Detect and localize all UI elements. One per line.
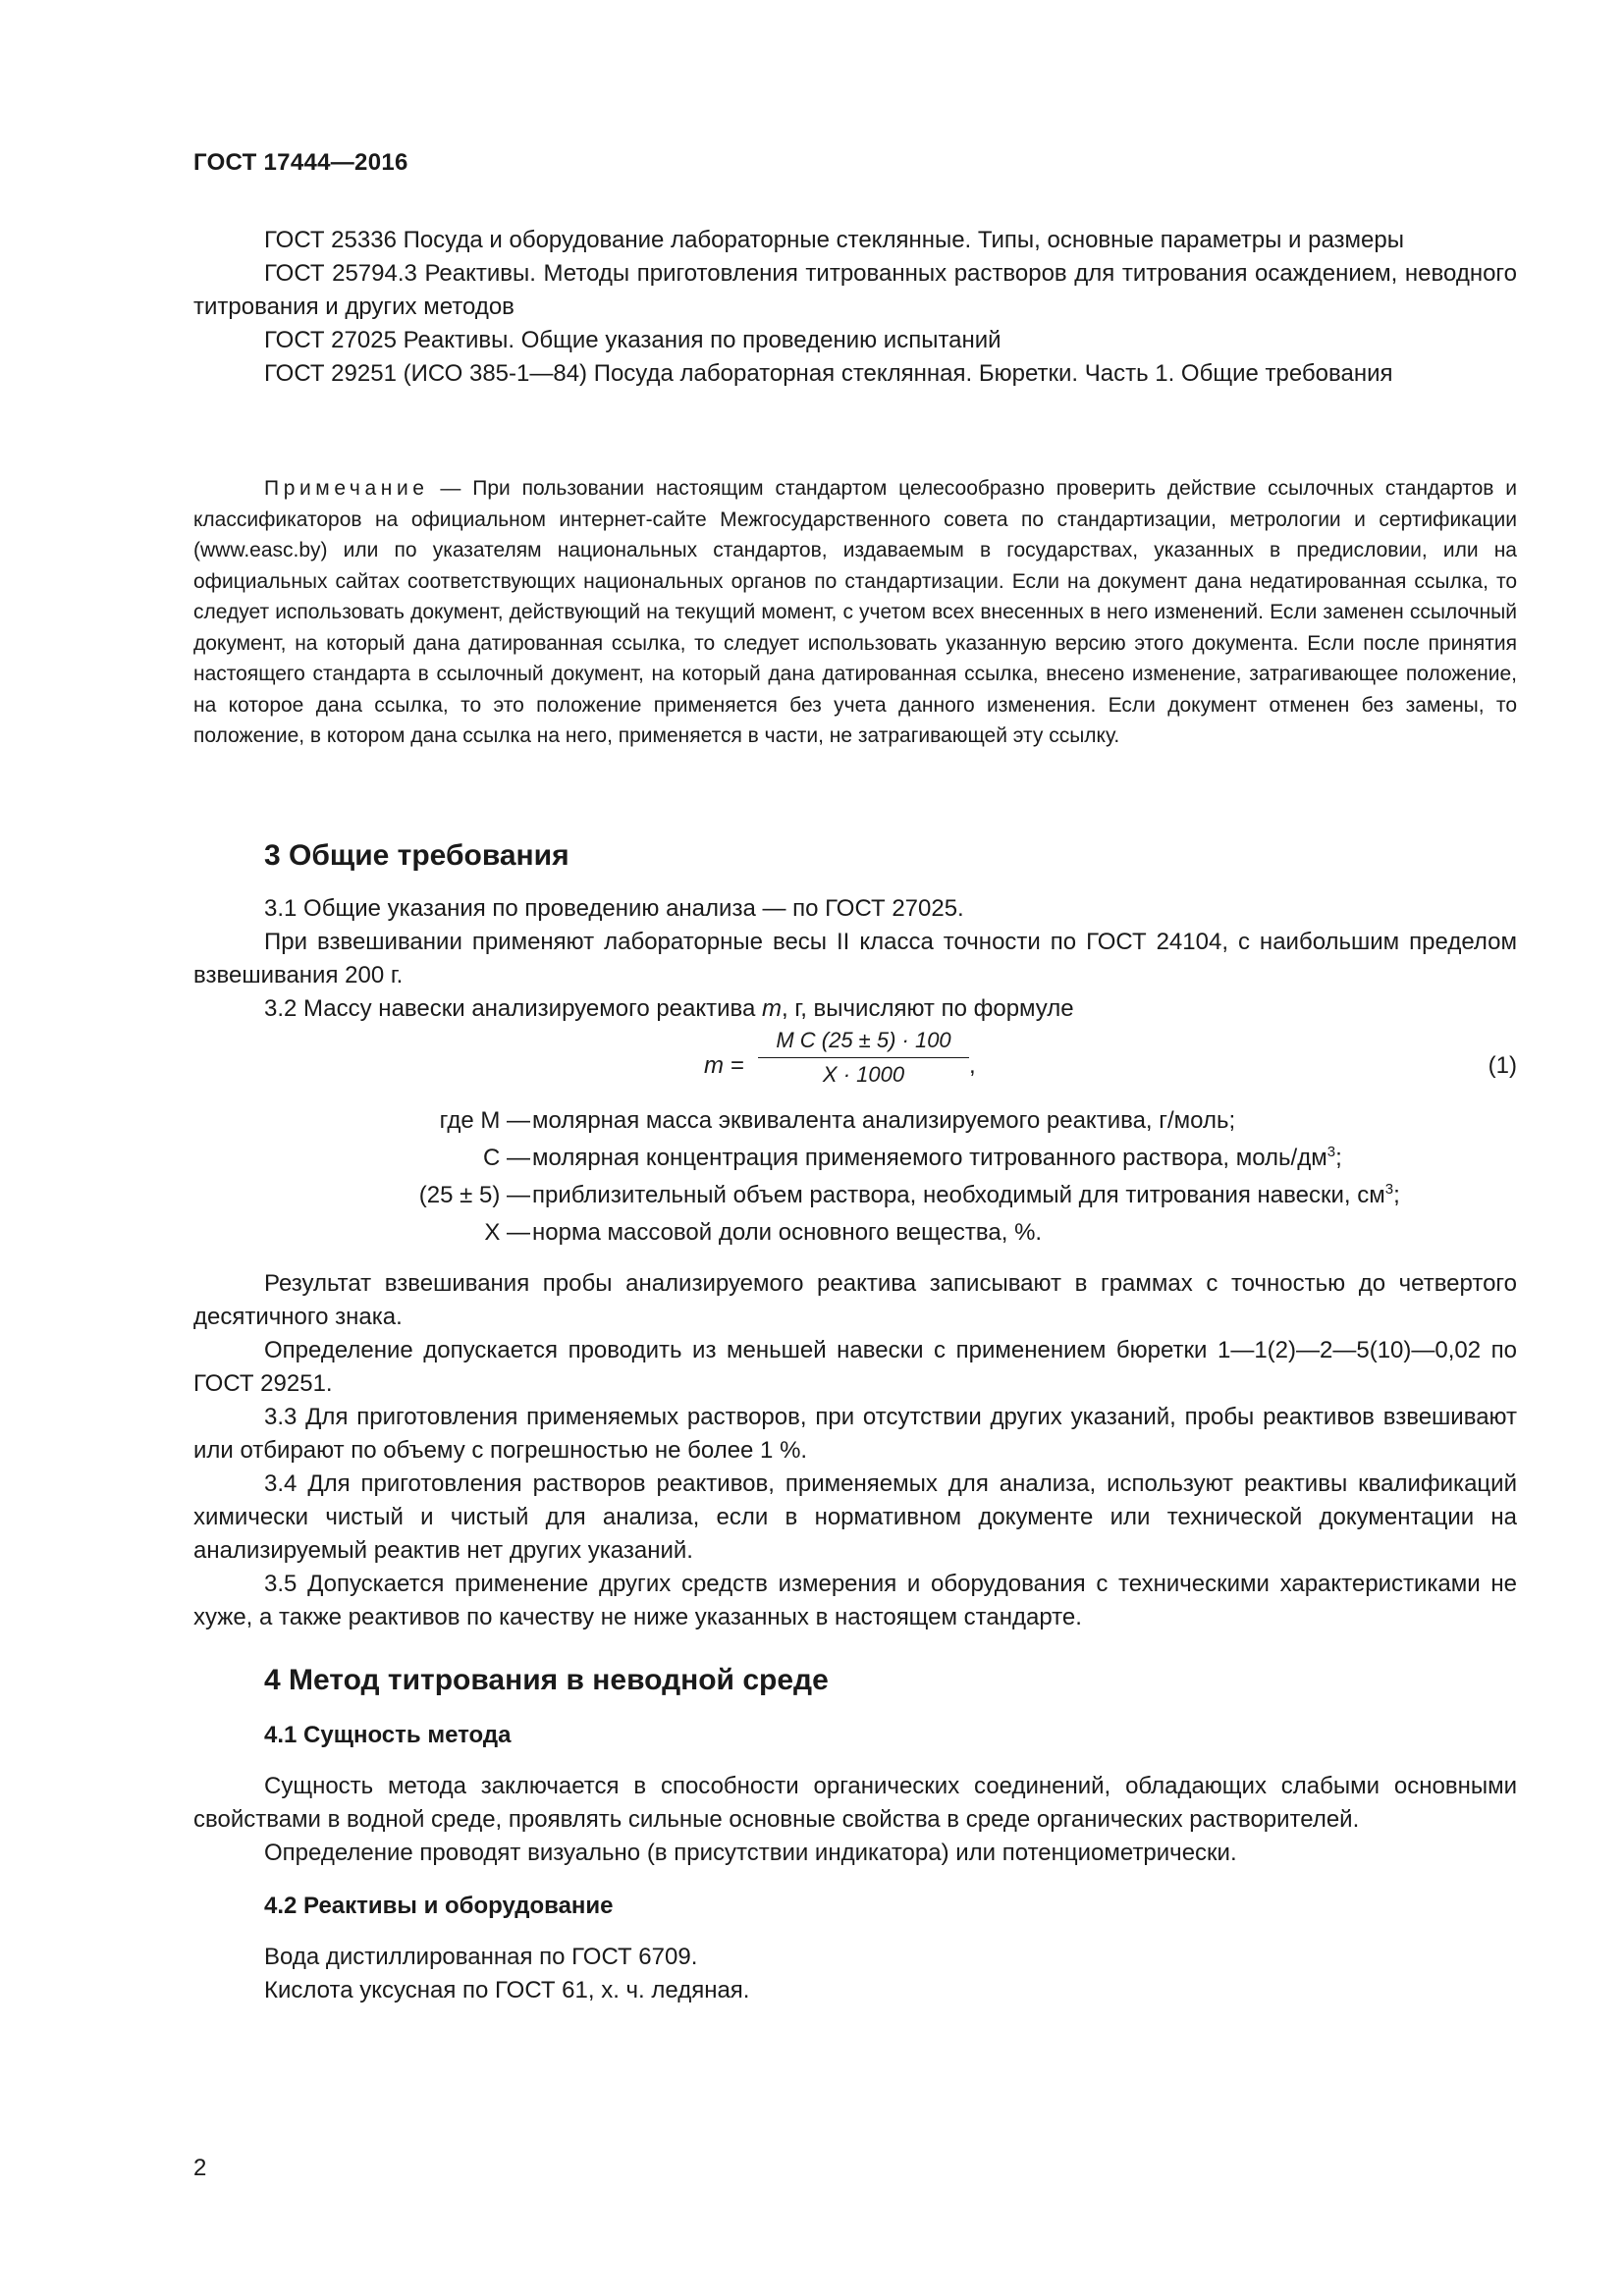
where-item [193, 1179, 1517, 1216]
where-item [193, 1104, 1517, 1142]
reference-item: ГОСТ 25794.3 Реактивы. Методы приготовления титрованных растворов для титрования осаждением, неводного титрования и других методов [193, 260, 1517, 320]
paragraph-smaller-sample: Определение допускается проводить из меньшей навески с применением бюретки 1—1(2)—2—5(10)—0,02 по ГОСТ 29251. [193, 1337, 1517, 1397]
fraction-bar [758, 1057, 969, 1058]
where-text: молярная масса эквивалента анализируемого реактива, г/моль; [532, 1107, 1236, 1134]
section-4-title: 4 Метод титрования в неводной среде [264, 1664, 829, 1696]
formula-number: (1) [1488, 1052, 1517, 1079]
reagent-item: Вода дистиллированная по ГОСТ 6709. [264, 1944, 698, 1970]
page-number: 2 [193, 2155, 207, 2181]
note-text: — При пользовании настоящим стандартом целесообразно проверить действие ссылочных стандартов и классификаторов на официальном интернет-сайте Межгосударственного совета по стандартизации, метрологии и сертификации (www.easc.by) или по указателям национальных стандартов, издаваемым в государствах, указанных в предисловии, или на официальных сайтах соответствующих национальных органов по стандартизации. Если на документ дана недатированная ссылка, то следует использовать документ, действующий на текущий момент, с учетом всех внесенных в него изменений. Если заменен ссылочный документ, на который дана датированная ссылка, то следует использовать указанную версию этого документа. Если после принятия настоящего стандарта в ссылочный документ, на который дана датированная ссылка, внесено изменение, затрагивающее положение, на которое дана ссылка, то это положение применяется без учета данного изменения. Если документ отменен без замены, то положение, в котором дана ссылка на него, применяется в части, не затрагивающей эту ссылку. [193, 477, 1517, 747]
where-text: молярная концентрация применяемого титрованного раствора, моль/$дм^3$; [532, 1144, 1342, 1171]
reference-item: ГОСТ 29251 (ИСО 385-1—84) Посуда лабораторная стеклянная. Бюретки. Часть 1. Общие требования [264, 360, 1393, 387]
where-symbol: где M — [439, 1107, 530, 1134]
formula-comma: , [969, 1052, 976, 1079]
subsection-4-2-title: 4.2 Реактивы и оборудование [264, 1893, 614, 1919]
reference-item: ГОСТ 27025 Реактивы. Общие указания по проведению испытаний [264, 327, 1001, 353]
formula-lhs: m = [704, 1052, 744, 1079]
where-item [193, 1142, 1517, 1179]
paragraph-weighing-result: Результат взвешивания пробы анализируемого реактива записывают в граммах с точностью до четвертого десятичного знака. [193, 1270, 1517, 1330]
subsection-4-1-title: 4.1 Сущность метода [264, 1722, 512, 1748]
section-3 [193, 839, 1517, 2007]
where-symbol: (25 ± 5) — [418, 1182, 530, 1208]
method-essence-paragraph: Сущность метода заключается в способности органических соединений, обладающих слабыми основными свойствами в водной среде, проявлять сильные основные свойства в среде органических растворителей. [193, 1773, 1517, 1833]
clause-3-3: 3.3 Для приготовления применяемых растворов, при отсутствии других указаний, пробы реактивов взвешивают или отбирают по объему с погрешностью не более 1 %. [193, 1404, 1517, 1464]
formula-numerator: M C (25 ± 5) · 100 [776, 1028, 951, 1052]
clause-3-1: 3.1 Общие указания по проведению анализа — по ГОСТ 27025. [264, 895, 964, 922]
document-header: ГОСТ 17444—2016 [193, 149, 408, 176]
clause-3-5: 3.5 Допускается применение других средств измерения и оборудования с техническими характеристиками не хуже, а также реактивов по качеству не ниже указанных в настоящем стандарте. [193, 1571, 1517, 1630]
clause-3-1-scales: При взвешивании применяют лабораторные весы II класса точности по ГОСТ 24104, с наибольшим пределом взвешивания 200 г. [193, 929, 1517, 988]
formula-fraction [758, 1026, 969, 1090]
note-block [193, 473, 1517, 752]
reagent-item: Кислота уксусная по ГОСТ 61, х. ч. ледяная. [264, 1977, 750, 2003]
formula-1 [193, 1026, 1517, 1104]
normative-references [193, 224, 1517, 391]
where-symbol: X — [484, 1219, 530, 1246]
method-determination-paragraph: Определение проводят визуально (в присутствии индикатора) или потенциометрически. [264, 1840, 1237, 1866]
formula-denominator: X · 1000 [822, 1062, 905, 1087]
note-label: Примечание [264, 477, 429, 500]
clause-3-4: 3.4 Для приготовления растворов реактивов, применяемых для анализа, используют реактивы квалификаций химически чистый и чистый для анализа, если в нормативном документе или технической документации на анализируемый реактив нет других указаний. [193, 1470, 1517, 1564]
where-symbol: C — [483, 1145, 530, 1171]
where-item [193, 1216, 1517, 1254]
where-text: норма массовой доли основного вещества, %. [532, 1219, 1043, 1246]
note-paragraph [193, 473, 1517, 752]
where-text: приблизительный объем раствора, необходимый для титрования навески, $см^3$; [532, 1181, 1400, 1208]
section-3-title: 3 Общие требования [264, 839, 569, 872]
clause-3-2: 3.2 Массу навески анализируемого реактива m, г, вычисляют по формуле [264, 995, 1074, 1022]
reference-item: ГОСТ 25336 Посуда и оборудование лабораторные стеклянные. Типы, основные параметры и размеры [264, 227, 1404, 253]
